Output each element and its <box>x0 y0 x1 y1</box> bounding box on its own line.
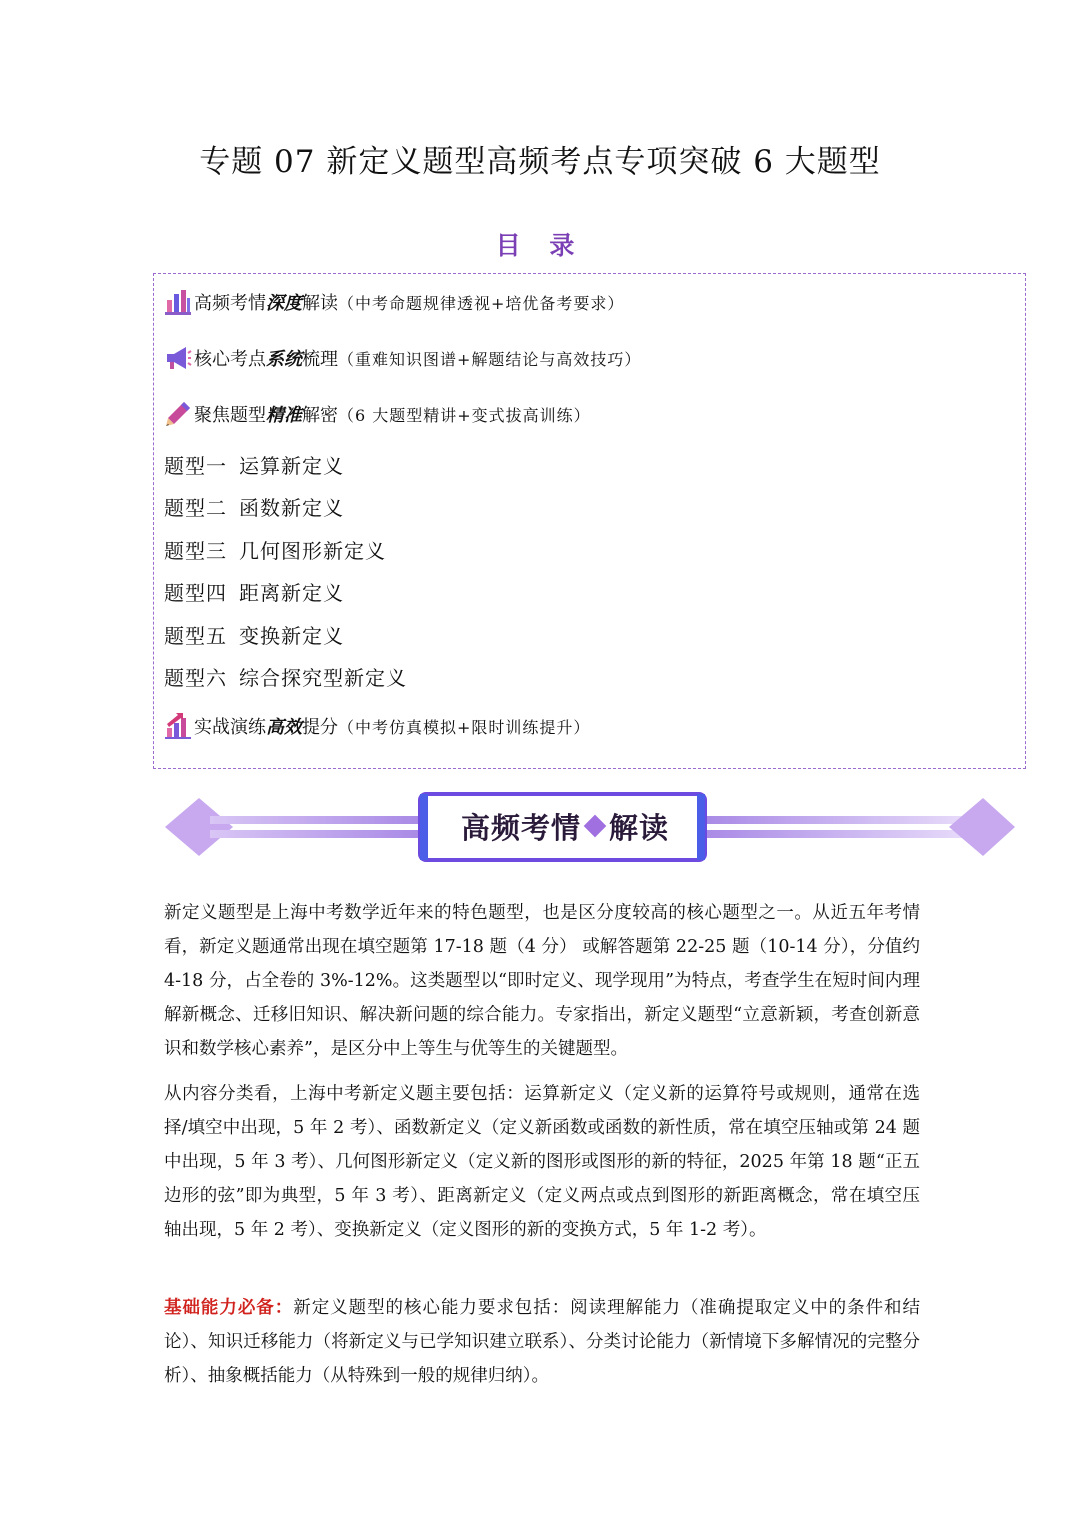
toc-section-title-post: 提分 <box>302 717 338 738</box>
diamond-icon <box>584 815 607 838</box>
paragraph-categories: 从内容分类看，上海中考新定义题主要包括：运算新定义（定义新的运算符号或规则，通常在选择/填空中出现，5 年 2 考）、函数新定义（定义新函数或函数的新性质，常在填空压轴或第 24 题中出现，5 年 3 考）、几何图形新定义（定义新的图形或图形的新的特征，2025 年第 18 题“正五边形的弦”即为典型，5 年 3 考）、距离新定义（定义两点或点到图形的新距离概念，常在填空压轴出现，5 年 2 考）、变换新定义（定义图形的新的变换方式，5 年 1-2 考）。 <box>164 1084 920 1240</box>
toc-item[interactable] <box>164 535 386 564</box>
toc-section-title-pre: 核心考点 <box>194 349 266 370</box>
toc-item-number: 题型六 <box>164 666 227 690</box>
growth-chart-icon <box>164 712 192 740</box>
toc-item-name: 变换新定义 <box>239 624 344 648</box>
toc-item-number: 题型五 <box>164 624 227 648</box>
toc-section-title-post: 解读 <box>302 293 338 314</box>
toc-item-name: 函数新定义 <box>239 496 344 520</box>
toc-item[interactable] <box>164 492 344 521</box>
toc-section-title-emph: 高效 <box>266 717 302 738</box>
section-banner-title <box>420 800 710 852</box>
ability-text: 新定义题型的核心能力要求包括：阅读理解能力（准确提取定义中的条件和结论）、知识迁移能力（将新定义与已学知识建立联系）、分类讨论能力（新情境下多解情况的完整分析）、抽象概括能力（从特殊到一般的规律归纳）。 <box>164 1298 921 1386</box>
toc-item-name: 运算新定义 <box>239 454 344 478</box>
toc-item[interactable] <box>164 450 344 479</box>
toc-section-note: （重难知识图谱+解题结论与高效技巧） <box>338 350 642 369</box>
toc-section-title-emph: 精准 <box>266 405 302 426</box>
toc-section-knowledge[interactable] <box>164 344 641 372</box>
paragraph-intro: 新定义题型是上海中考数学近年来的特色题型，也是区分度较高的核心题型之一。从近五年考情看，新定义题通常出现在填空题第 17-18 题（4 分） 或解答题第 22-25 题（10-14 分），分值约 4-18 分，占全卷的 3%-12%。这类题型以“即时定义、现学现用”为特点，考查学生在短时间内理解新概念、迁移旧知识、解决新问题的综合能力。专家指出，新定义题型“立意新颖，考查创新意识和数学核心素养”，是区分中上等生与优等生的关键题型。 <box>164 903 920 1059</box>
toc-section-title-emph: 深度 <box>266 293 302 314</box>
megaphone-icon <box>164 344 192 372</box>
toc-item[interactable] <box>164 662 407 691</box>
toc-section-title-pre: 实战演练 <box>194 717 266 738</box>
toc-item-number: 题型四 <box>164 581 227 605</box>
toc-section-title-emph: 系统 <box>266 349 302 370</box>
toc-section-note: （中考仿真模拟+限时训练提升） <box>338 718 591 737</box>
banner-title-right: 解读 <box>609 810 670 845</box>
page-title: 专题 07 新定义题型高频考点专项突破 6 大题型 <box>199 144 881 180</box>
toc-item[interactable] <box>164 577 344 606</box>
toc-item-name: 综合探究型新定义 <box>239 666 407 690</box>
table-of-contents <box>153 273 1026 769</box>
toc-section-types[interactable] <box>164 400 591 428</box>
banner-title-left: 高频考情 <box>460 810 581 845</box>
toc-item[interactable] <box>164 620 344 649</box>
toc-section-title-pre: 聚焦题型 <box>194 405 266 426</box>
toc-section-note: （中考命题规律透视+培优备考要求） <box>338 294 625 313</box>
toc-item-number: 题型一 <box>164 454 227 478</box>
toc-section-title-post: 解密 <box>302 405 338 426</box>
ability-label: 基础能力必备： <box>164 1298 294 1318</box>
toc-item-number: 题型二 <box>164 496 227 520</box>
paragraph-abilities <box>164 1291 920 1393</box>
toc-heading: 目 录 <box>495 231 585 260</box>
bar-chart-icon <box>164 288 192 316</box>
toc-section-title-post: 梳理 <box>302 349 338 370</box>
toc-section-practice[interactable] <box>164 712 590 740</box>
pencil-icon <box>164 400 192 428</box>
toc-item-name: 距离新定义 <box>239 581 344 605</box>
toc-section-title-pre: 高频考情 <box>194 293 266 314</box>
toc-section-analysis[interactable] <box>164 288 624 316</box>
toc-item-number: 题型三 <box>164 539 227 563</box>
toc-section-note: （6 大题型精讲+变式拔高训练） <box>338 406 591 425</box>
toc-item-name: 几何图形新定义 <box>239 539 386 563</box>
